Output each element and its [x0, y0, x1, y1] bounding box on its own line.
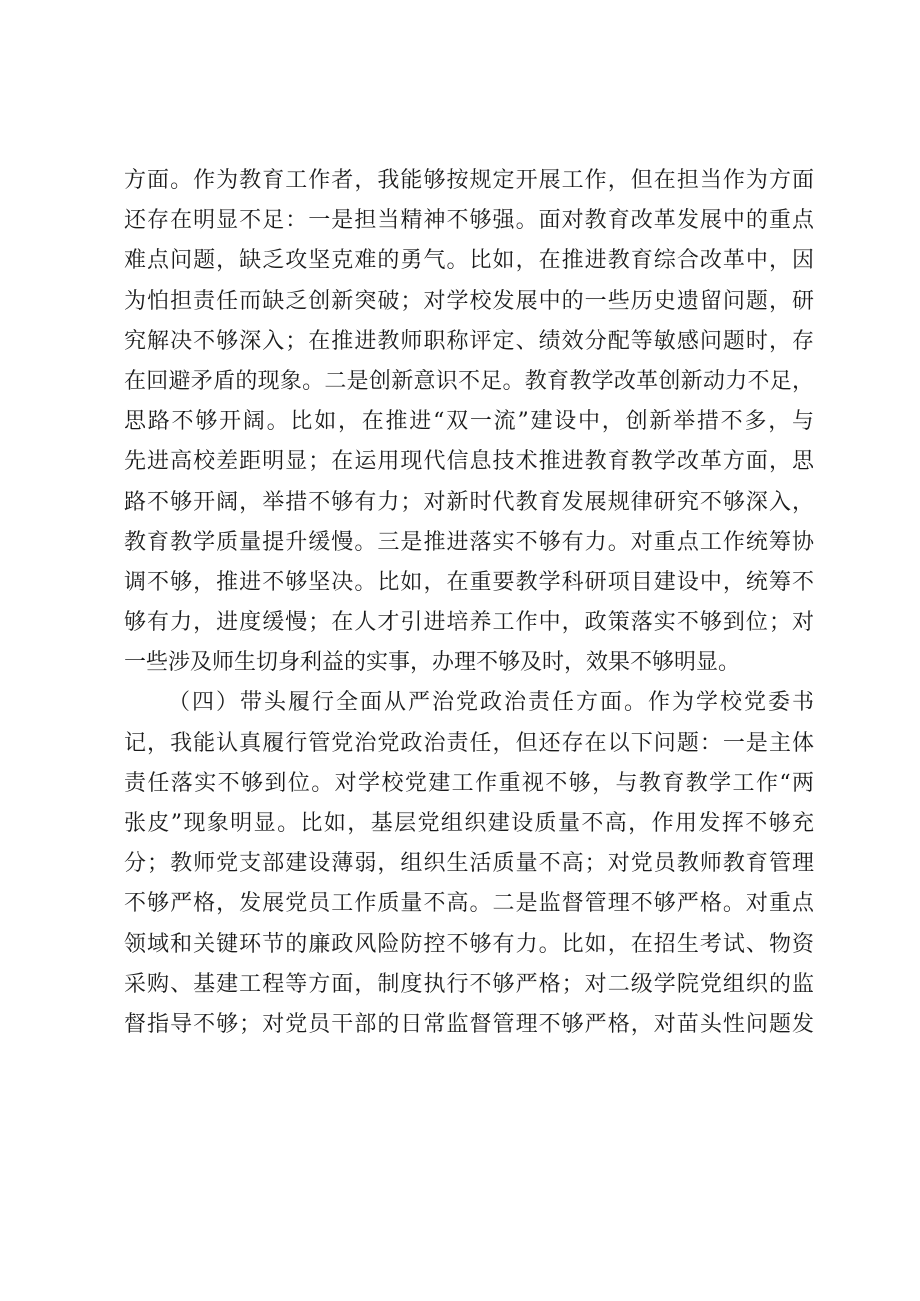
text-line: 难点问题，缺乏攻坚克难的勇气。比如，在推进教育综合改革中，因 — [124, 248, 814, 274]
text-line: 分；教师党支部建设薄弱，组织生活质量不高；对党员教师教育管理 — [124, 851, 814, 877]
text-line: 责任落实不够到位。对学校党建工作重视不够，与教育教学工作“两 — [124, 770, 814, 796]
text-line: 方面。作为教育工作者，我能够按规定开展工作，但在担当作为方面 — [124, 168, 814, 193]
text-line: 路不够开阔，举措不够有力；对新时代教育发展规律研究不够深入， — [124, 489, 814, 515]
text-line: 调不够，推进不够坚决。比如，在重要教学科研项目建设中，统筹不 — [124, 569, 814, 595]
text-line: 领域和关键环节的廉政风险防控不够有力。比如，在招生考试、物资 — [124, 931, 814, 957]
text-line: 张皮”现象明显。比如，基层党组织建设质量不高，作用发挥不够充 — [124, 811, 814, 836]
text-line: 还存在明显不足：一是担当精神不够强。面对教育改革发展中的重点 — [124, 208, 814, 234]
text-line: 究解决不够深入；在推进教师职称评定、绩效分配等敏感问题时，存 — [124, 328, 814, 354]
paragraph-first-line: （四）带头履行全面从严治党政治责任方面。作为学校党委书 — [168, 690, 814, 716]
text-line: 为怕担责任而缺乏创新突破；对学校发展中的一些历史遗留问题，研 — [124, 288, 814, 314]
text-line: 够有力，进度缓慢；在人才引进培养工作中，政策落实不够到位；对 — [124, 610, 814, 636]
text-line: 记，我能认真履行管党治党政治责任，但还存在以下问题：一是主体 — [124, 730, 814, 756]
paragraph-last-line: 一些涉及师生切身利益的实事，办理不够及时，效果不够明显。 — [124, 650, 741, 676]
text-line: 督指导不够；对党员干部的日常监督管理不够严格，对苗头性问题发 — [124, 1011, 814, 1037]
body-text — [124, 161, 814, 1045]
text-line: 采购、基建工程等方面，制度执行不够严格；对二级学院党组织的监 — [124, 971, 814, 997]
text-line: 不够严格，发展党员工作质量不高。二是监督管理不够严格。对重点 — [124, 891, 814, 917]
text-line: 在回避矛盾的现象。二是创新意识不足。教育教学改革创新动力不足， — [124, 368, 814, 394]
text-line: 思路不够开阔。比如，在推进“双一流”建设中，创新举措不多，与 — [124, 409, 814, 435]
text-line: 先进高校差距明显；在运用现代信息技术推进教育教学改革方面，思 — [124, 449, 814, 475]
text-line: 教育教学质量提升缓慢。三是推进落实不够有力。对重点工作统筹协 — [124, 529, 814, 555]
